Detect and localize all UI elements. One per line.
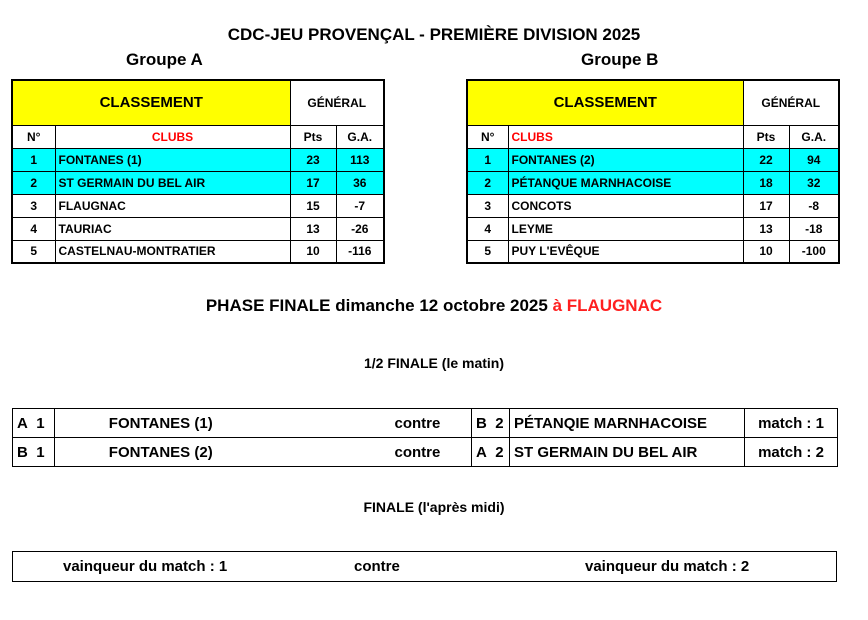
points: 15	[290, 194, 336, 217]
table-row	[467, 194, 839, 217]
goal-average: -18	[789, 217, 839, 240]
general-header: GÉNÉRAL	[743, 80, 839, 125]
classement-header: CLASSEMENT	[12, 80, 290, 125]
rank-no: 4	[12, 217, 55, 240]
group-b-table	[466, 79, 840, 264]
club-name: FONTANES (2)	[508, 148, 743, 171]
points: 10	[743, 240, 789, 263]
points: 13	[743, 217, 789, 240]
table-row	[12, 148, 384, 171]
table-row	[12, 217, 384, 240]
col-no: N°	[12, 125, 55, 148]
seed-left: A 1	[13, 409, 55, 438]
general-header: GÉNÉRAL	[290, 80, 384, 125]
points: 23	[290, 148, 336, 171]
col-ga: G.A.	[789, 125, 839, 148]
club-right: ST GERMAIN DU BEL AIR	[510, 438, 745, 467]
col-no: N°	[467, 125, 508, 148]
group-a-table	[11, 79, 385, 264]
match-row	[13, 438, 838, 467]
goal-average: -116	[336, 240, 384, 263]
seed-right: A 2	[472, 438, 510, 467]
club-name: PUY L'EVÊQUE	[508, 240, 743, 263]
points: 13	[290, 217, 336, 240]
table-row	[12, 171, 384, 194]
goal-average: -7	[336, 194, 384, 217]
phase-text: PHASE FINALE dimanche 12 octobre 2025	[205, 296, 548, 315]
rank-no: 1	[12, 148, 55, 171]
table-row	[467, 217, 839, 240]
points: 17	[743, 194, 789, 217]
phase-finale-heading	[0, 296, 868, 316]
match-number: match : 1	[745, 409, 838, 438]
match-number: match : 2	[745, 438, 838, 467]
goal-average: 32	[789, 171, 839, 194]
rank-no: 5	[12, 240, 55, 263]
club-left: FONTANES (1)	[55, 409, 267, 438]
goal-average: -100	[789, 240, 839, 263]
seed-left: B 1	[13, 438, 55, 467]
goal-average: -8	[789, 194, 839, 217]
club-name: FLAUGNAC	[55, 194, 290, 217]
rank-no: 5	[467, 240, 508, 263]
table-row	[467, 148, 839, 171]
goal-average: 113	[336, 148, 384, 171]
table-row	[12, 194, 384, 217]
club-name: ST GERMAIN DU BEL AIR	[55, 171, 290, 194]
versus-label: contre	[267, 438, 472, 467]
points: 17	[290, 171, 336, 194]
club-name: CASTELNAU-MONTRATIER	[55, 240, 290, 263]
club-name: PÉTANQUE MARNHACOISE	[508, 171, 743, 194]
goal-average: 94	[789, 148, 839, 171]
col-clubs: CLUBS	[508, 125, 743, 148]
rank-no: 4	[467, 217, 508, 240]
match-row	[13, 409, 838, 438]
group-a-label: Groupe A	[126, 50, 203, 69]
points: 10	[290, 240, 336, 263]
points: 18	[743, 171, 789, 194]
versus-label: contre	[267, 409, 472, 438]
final-match-box	[12, 551, 837, 582]
goal-average: -26	[336, 217, 384, 240]
club-left: FONTANES (2)	[55, 438, 267, 467]
club-name: CONCOTS	[508, 194, 743, 217]
rank-no: 3	[12, 194, 55, 217]
final-right: vainqueur du match : 2	[585, 558, 750, 575]
semi-final-title: 1/2 FINALE (le matin)	[363, 355, 505, 371]
goal-average: 36	[336, 171, 384, 194]
col-clubs: CLUBS	[55, 125, 290, 148]
club-name: LEYME	[508, 217, 743, 240]
semi-final-table	[12, 408, 838, 467]
club-name: TAURIAC	[55, 217, 290, 240]
page-title: CDC-JEU PROVENÇAL - PREMIÈRE DIVISION 2025	[227, 25, 641, 44]
points: 22	[743, 148, 789, 171]
phase-place: à FLAUGNAC	[552, 296, 663, 315]
group-b-label: Groupe B	[581, 50, 659, 69]
col-ga: G.A.	[336, 125, 384, 148]
col-pts: Pts	[290, 125, 336, 148]
final-title: FINALE (l'après midi)	[363, 499, 505, 515]
rank-no: 1	[467, 148, 508, 171]
rank-no: 3	[467, 194, 508, 217]
club-right: PÉTANQIE MARNHACOISE	[510, 409, 745, 438]
col-pts: Pts	[743, 125, 789, 148]
seed-right: B 2	[472, 409, 510, 438]
final-versus: contre	[354, 558, 400, 575]
rank-no: 2	[12, 171, 55, 194]
table-row	[467, 240, 839, 263]
final-left: vainqueur du match : 1	[63, 558, 228, 575]
table-row	[467, 171, 839, 194]
table-row	[12, 240, 384, 263]
rank-no: 2	[467, 171, 508, 194]
club-name: FONTANES (1)	[55, 148, 290, 171]
classement-header: CLASSEMENT	[467, 80, 743, 125]
